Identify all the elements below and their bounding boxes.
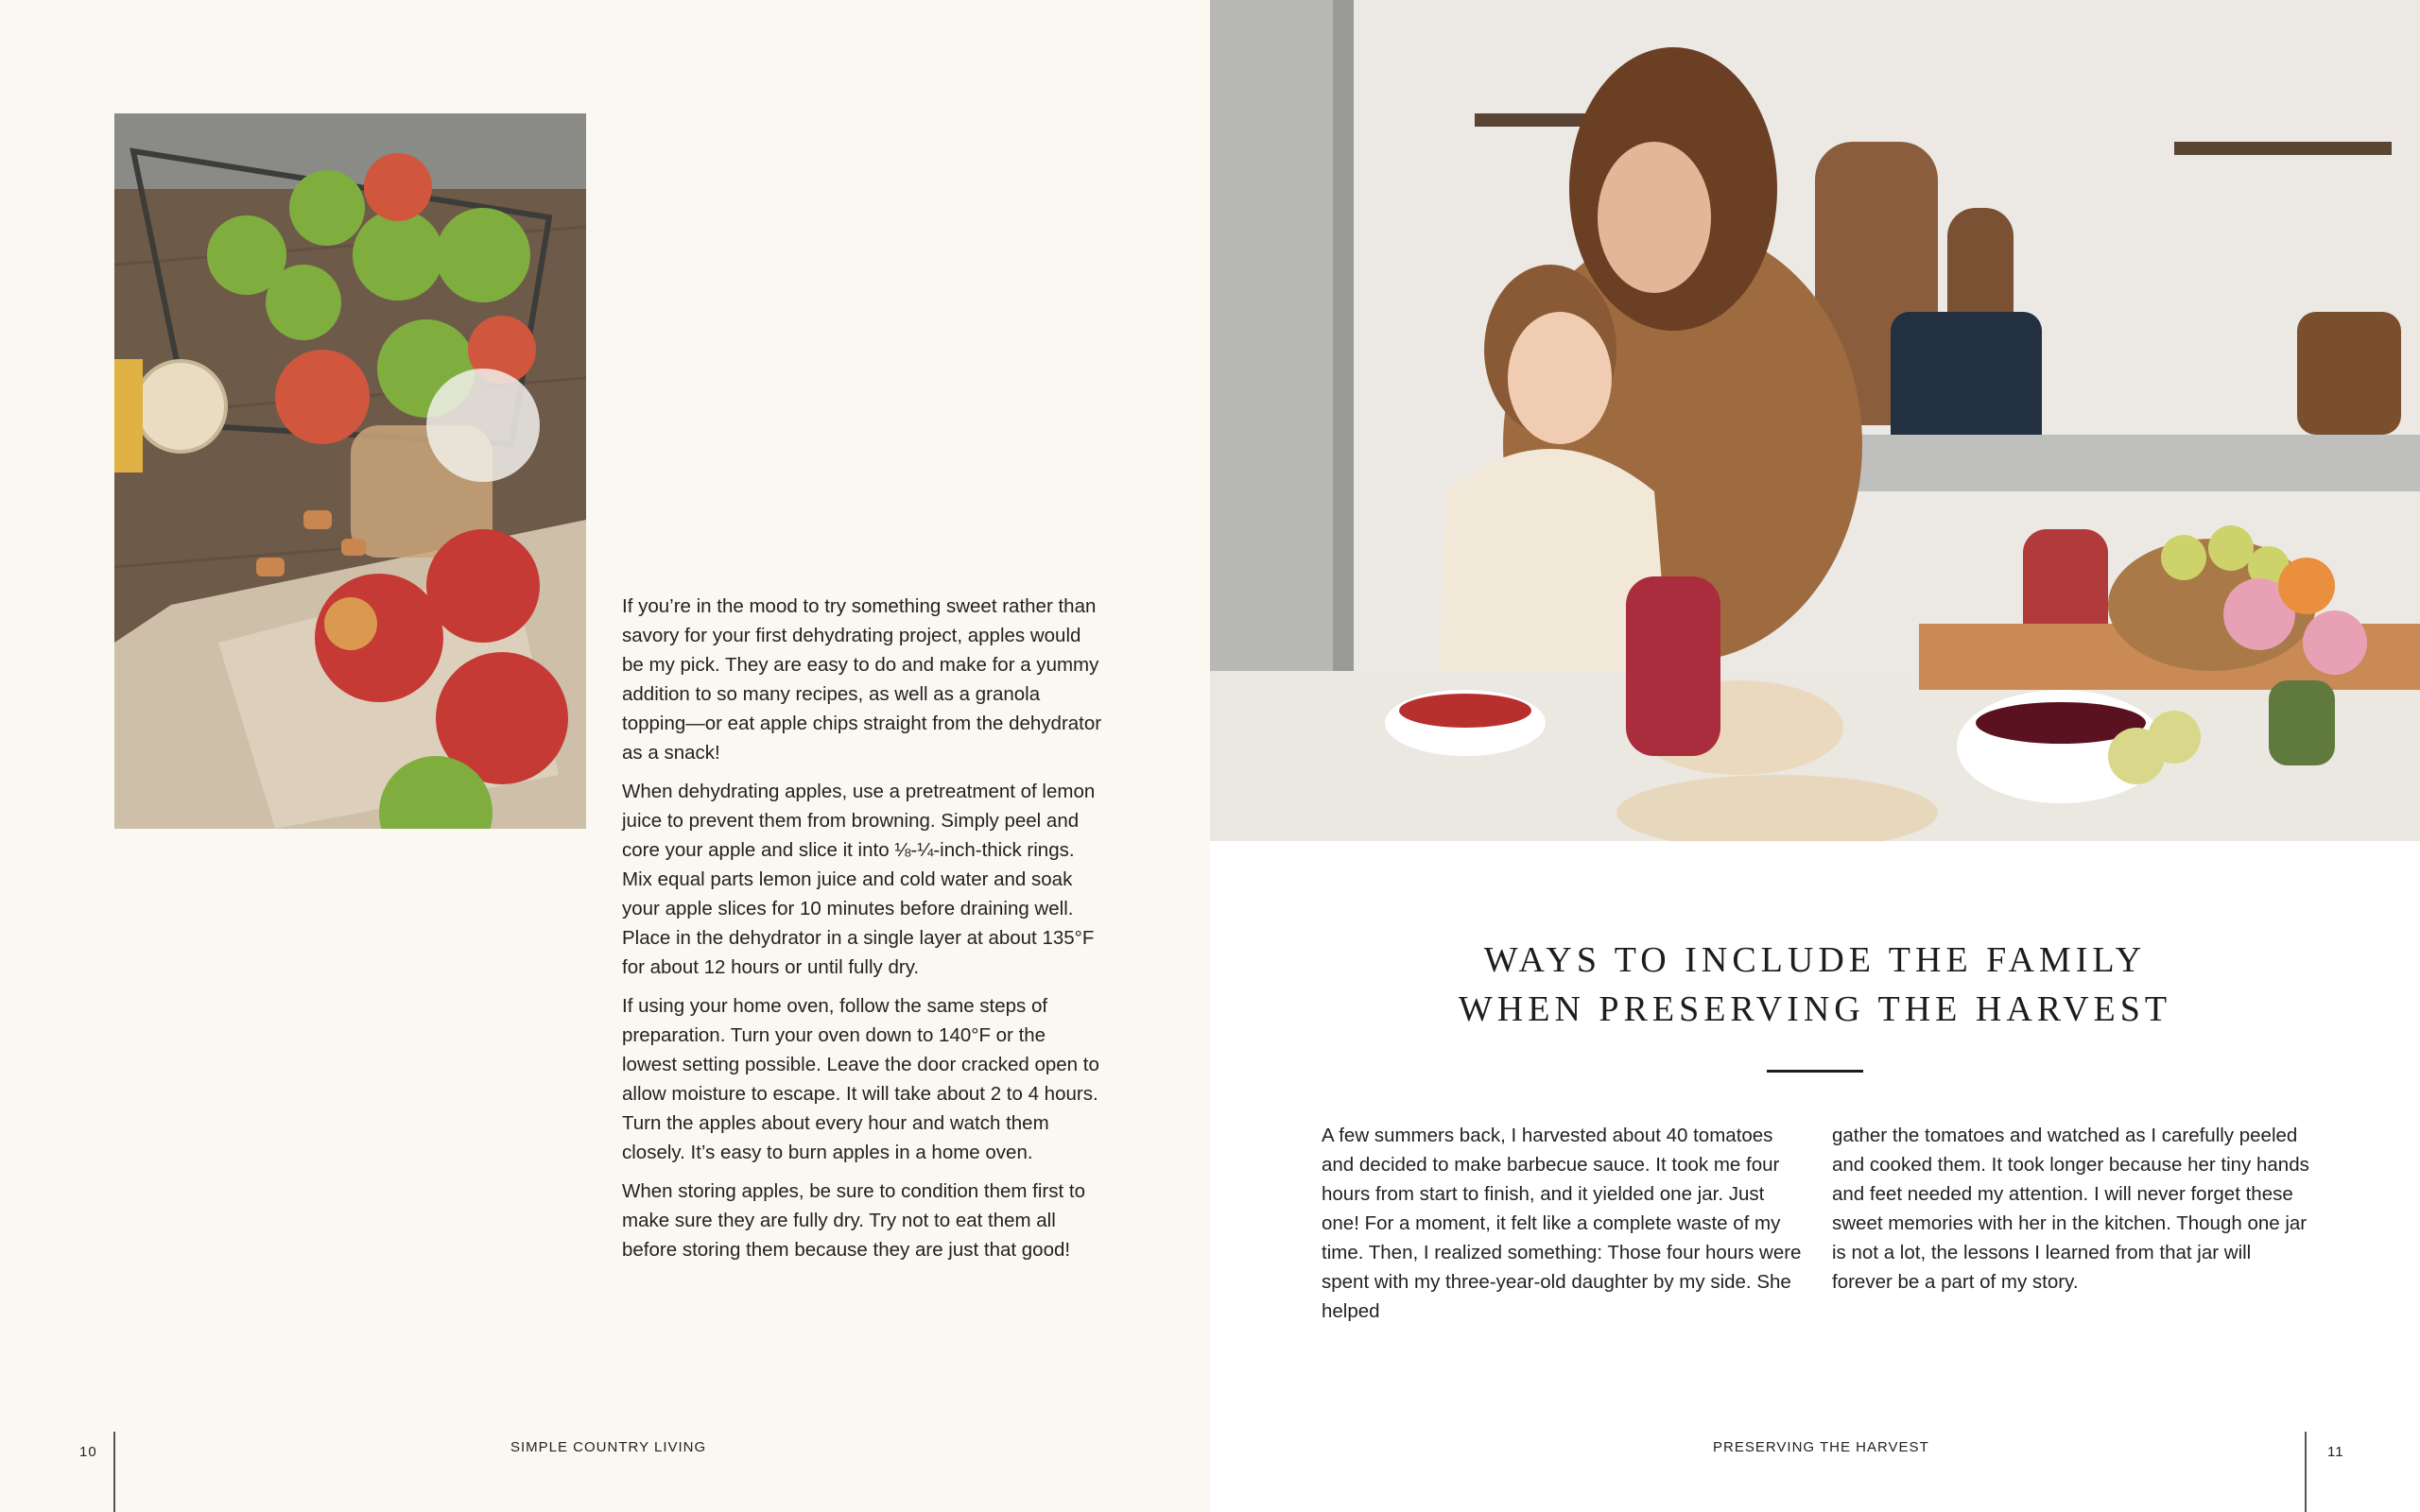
heading-line-1: WAYS TO INCLUDE THE FAMILY (1483, 940, 2147, 980)
page-number-right: 11 (2327, 1444, 2344, 1460)
page-number-left: 10 (79, 1444, 97, 1460)
paragraph: When storing apples, be sure to condition them first to make sure they are fully dry. Try not to eat them all before storing them because they are just that good! (622, 1180, 1085, 1261)
right-text-column-2 (1832, 1121, 2314, 1306)
paragraph: gather the tomatoes and watched as I carefully peeled and cooked them. It took longer because her tiny hands and feet needed my attention. I will never forget these sweet memories with her in the kitchen. Though one jar is not a lot, the lessons I learned from that jar will forever be a part of my story. (1832, 1125, 2309, 1293)
right-text-column-1 (1322, 1121, 1804, 1335)
paragraph: A few summers back, I harvested about 40 tomatoes and decided to make barbecue sauce. It took me four hours from start to finish, and it yielded one jar. Just one! For a moment, it felt like a complete waste of my time. Then, I realized something: Those four hours were spent with my three-year-old daughter by my side. She helped (1322, 1125, 1802, 1322)
paragraph: When dehydrating apples, use a pretreatment of lemon juice to prevent them from browning. Simply peel and core your apple and slice it into ⅛-¼-inch-thick rings. Mix equal parts lemon juice and cold water and soak your apple slices for 10 minutes before draining well. Place in the dehydrator in a single layer at about 135°F for about 12 hours or until fully dry. (622, 781, 1096, 978)
paragraph: If using your home oven, follow the same steps of preparation. Turn your oven down to 140°F or the lowest setting possible. Leave the door cracked open to allow moisture to escape. It will take about 2 to 4 hours. Turn the apples about every hour and watch them closely. It’s easy to burn apples in a home oven. (622, 995, 1099, 1163)
heading-line-2: WHEN PRESERVING THE HARVEST (1458, 989, 2172, 1029)
running-head-left: SIMPLE COUNTRY LIVING (510, 1439, 707, 1455)
heading-divider (1767, 1070, 1863, 1073)
apples-photo (114, 113, 586, 829)
paragraph: If you’re in the mood to try something sweet rather than savory for your first dehydrating project, apples would be my pick. They are easy to do and make for a yummy addition to so many recipes, as well as a granola topping—or eat apple chips straight from the dehydrator as a snack! (622, 595, 1102, 764)
left-text-column (622, 592, 1104, 1274)
kitchen-photo (1210, 0, 2420, 841)
section-heading (1210, 936, 2420, 1034)
folio-divider-left (113, 1432, 115, 1512)
folio-divider-right (2305, 1432, 2307, 1512)
running-head-right: PRESERVING THE HARVEST (1713, 1439, 1929, 1455)
